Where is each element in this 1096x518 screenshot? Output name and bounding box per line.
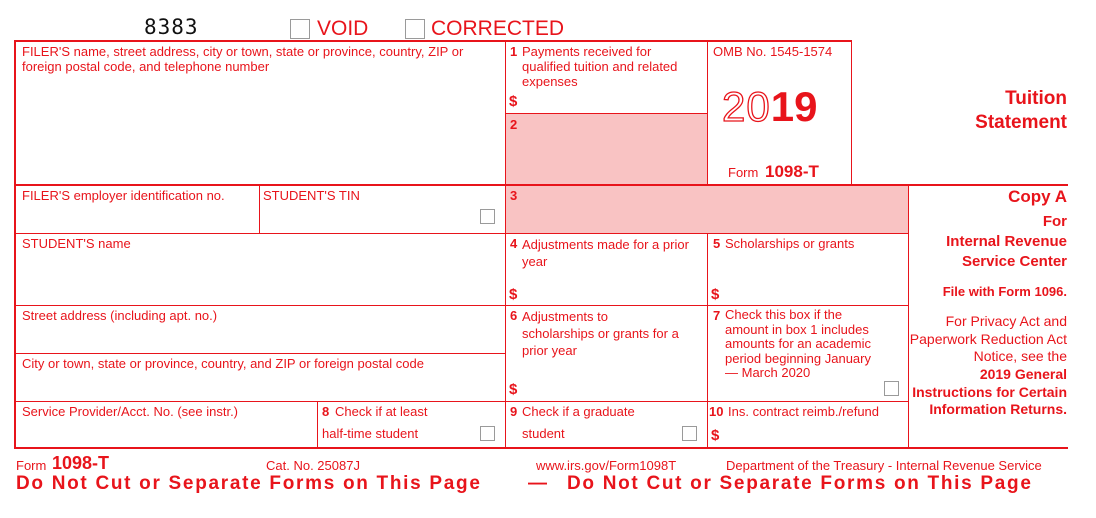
void-label: VOID: [317, 17, 369, 40]
box10-label: Ins. contract reimb./refund: [728, 404, 880, 419]
box3-shaded: [506, 186, 908, 233]
copy-a-label: Copy A: [1008, 187, 1067, 206]
city-label: City or town, state or province, country, and ZIP or foreign postal code: [22, 356, 424, 371]
file-with-label: File with Form 1096.: [942, 284, 1067, 299]
street-address-label: Street address (including apt. no.): [22, 308, 218, 323]
rule: [14, 40, 852, 42]
box1-dollar: $: [509, 93, 518, 110]
form-id-number: 8383: [144, 15, 199, 39]
box4-dollar: $: [509, 286, 518, 303]
irs-url: www.irs.gov/Form1098T: [536, 458, 677, 473]
box4-label: Adjustments made for a prior year: [522, 237, 689, 269]
box8-number: 8: [322, 404, 330, 419]
student-tin-label: STUDENT'S TIN: [263, 188, 360, 203]
rule: [707, 40, 708, 185]
title-line1: Tuition: [1005, 88, 1067, 109]
irs-line1: Internal Revenue: [946, 233, 1067, 250]
box7-checkbox[interactable]: [884, 381, 899, 396]
omb-form-name: 1098-T: [765, 162, 819, 181]
box2-shaded: [506, 114, 707, 185]
service-provider-label: Service Provider/Acct. No. (see instr.): [22, 404, 239, 419]
rule: [14, 305, 908, 306]
copy-for-label: For: [1042, 213, 1067, 230]
box5-number: 5: [713, 236, 721, 251]
box2-number: 2: [510, 117, 518, 132]
warning-dash: —: [528, 473, 547, 494]
irs-line2: Service Center: [961, 253, 1067, 270]
instructions-text: 2019 General Instructions for Certain Information Returns.: [912, 366, 1067, 417]
omb-form-prefix: Form: [728, 165, 759, 180]
footer-form-prefix: Form: [16, 458, 47, 473]
cat-number: Cat. No. 25087J: [266, 458, 360, 473]
box9-label-line2: student: [522, 426, 565, 441]
student-tin-checkbox[interactable]: [480, 209, 495, 224]
rule: [14, 40, 16, 449]
student-name-label: STUDENT'S name: [22, 236, 131, 251]
box7-label: Check this box if the amount in box 1 includes amounts for an academic period beginning January— March 2020: [725, 307, 871, 381]
corrected-checkbox[interactable]: [405, 19, 425, 39]
box6-amount-field[interactable]: [522, 378, 702, 398]
rule: [317, 401, 318, 449]
rule: [506, 113, 707, 114]
tax-year-bold: 19: [770, 83, 818, 130]
box10-number: 10: [709, 404, 724, 419]
box8-checkbox[interactable]: [480, 426, 495, 441]
box7-number: 7: [713, 308, 721, 323]
warning-left: Do Not Cut or Separate Forms on This Page: [16, 473, 482, 494]
box8-label-line2: half-time student: [322, 426, 419, 441]
box9-label-line1: Check if a graduate: [522, 404, 635, 419]
title-line2: Statement: [975, 112, 1067, 133]
box6-dollar: $: [509, 381, 518, 398]
department-label: Department of the Treasury - Internal Revenue Service: [726, 458, 1042, 473]
warning-right: Do Not Cut or Separate Forms on This Page: [567, 473, 1033, 494]
rule: [851, 40, 852, 185]
box3-number: 3: [510, 188, 518, 203]
box1-label: Payments received for qualified tuition and related expenses: [522, 44, 678, 89]
privacy-text: For Privacy Act and Paperwork Reduction Act Notice, see the: [909, 313, 1067, 364]
filer-name-label: FILER'S name, street address, city or town, state or province, country, ZIP or foreign postal code, and telephone number: [22, 44, 464, 74]
box6-label: Adjustments to scholarships or grants for a prior year: [522, 309, 679, 358]
box1-amount-field[interactable]: [522, 90, 702, 110]
rule: [259, 184, 260, 234]
tax-year: [722, 84, 817, 130]
box6-number: 6: [510, 308, 518, 323]
box9-checkbox[interactable]: [682, 426, 697, 441]
rule: [14, 353, 506, 354]
omb-number: OMB No. 1545-1574: [713, 44, 833, 59]
box10-dollar: $: [711, 427, 720, 444]
box4-amount-field[interactable]: [522, 284, 702, 304]
rule: [505, 40, 506, 449]
box4-number: 4: [510, 236, 518, 251]
box10-amount-field[interactable]: [724, 425, 904, 445]
rule: [14, 447, 1068, 449]
rule: [707, 233, 708, 448]
footer-form-name: 1098-T: [52, 453, 110, 473]
tax-year-outline: 20: [722, 83, 771, 130]
rule: [14, 184, 1068, 186]
box1-number: 1: [510, 44, 518, 59]
void-checkbox[interactable]: [290, 19, 310, 39]
box5-amount-field[interactable]: [724, 284, 904, 304]
box8-label-line1: Check if at least: [335, 404, 428, 419]
filer-ein-label: FILER'S employer identification no.: [22, 188, 225, 203]
corrected-label: CORRECTED: [431, 17, 565, 40]
box9-number: 9: [510, 404, 518, 419]
rule: [14, 233, 908, 234]
box5-label: Scholarships or grants: [725, 236, 855, 251]
rule: [14, 401, 908, 402]
box5-dollar: $: [711, 286, 720, 303]
